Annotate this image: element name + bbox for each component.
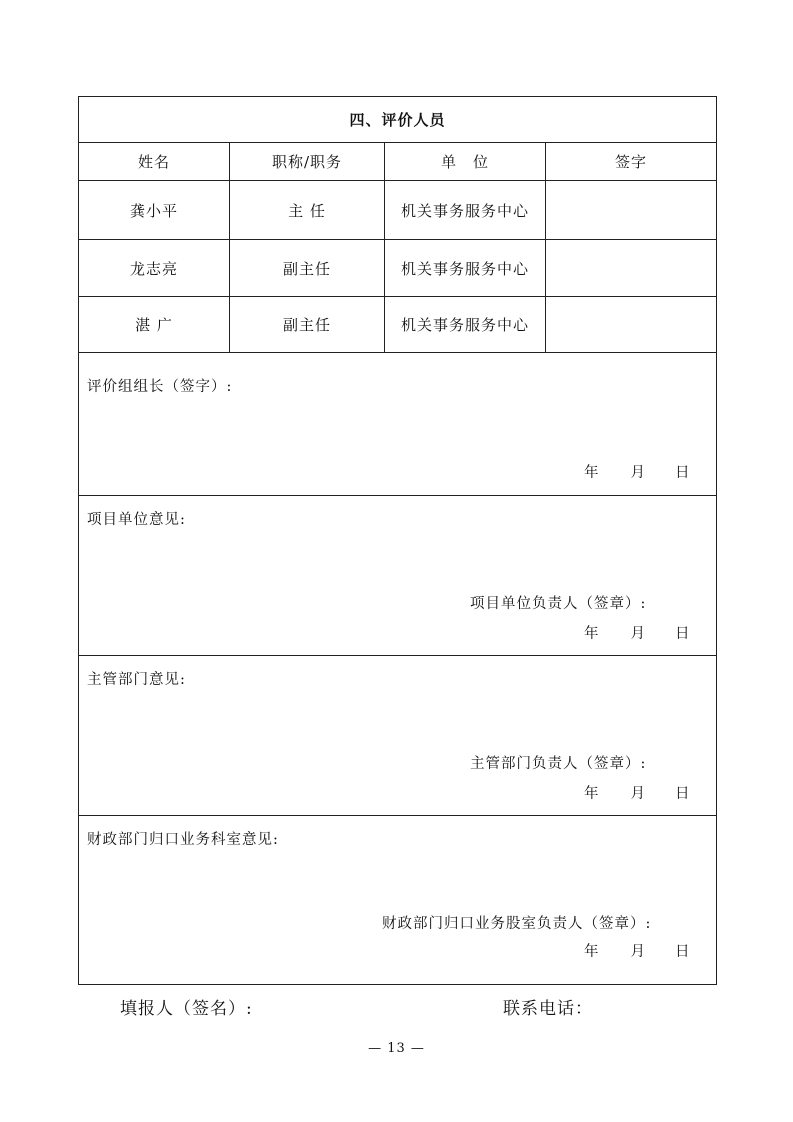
date-day: 日	[675, 626, 690, 642]
competent-dept-section[interactable]	[79, 656, 716, 816]
cell-unit: 机关事务服务中心	[385, 240, 546, 296]
competent-dept-label: 主管部门意见:	[87, 672, 186, 688]
cell-name: 龙志亮	[79, 240, 230, 296]
evaluation-leader-section[interactable]	[79, 353, 716, 496]
cell-title: 副主任	[230, 240, 385, 296]
date-line	[584, 622, 690, 643]
cell-unit: 机关事务服务中心	[385, 181, 546, 239]
project-unit-section[interactable]	[79, 496, 716, 656]
date-day: 日	[675, 944, 690, 960]
table-row	[79, 181, 716, 240]
date-month: 月	[630, 465, 645, 481]
contact-phone-label: 联系电话：	[503, 999, 593, 1019]
evaluation-leader-label: 评价组组长（签字）:	[87, 379, 233, 395]
cell-title: 主 任	[230, 181, 385, 239]
date-line	[584, 940, 690, 961]
cell-title: 副主任	[230, 297, 385, 352]
date-month: 月	[630, 626, 645, 642]
date-line	[584, 782, 690, 803]
cell-unit: 机关事务服务中心	[385, 297, 546, 352]
filler-signature-label: 填报人（签名）:	[120, 999, 253, 1019]
header-title: 职称/职务	[230, 143, 385, 180]
table-row	[79, 240, 716, 297]
cell-signature[interactable]	[546, 181, 716, 239]
date-line	[584, 461, 690, 482]
finance-dept-label: 财政部门归口业务科室意见:	[87, 832, 279, 848]
date-year: 年	[584, 626, 599, 642]
cell-name: 湛 广	[79, 297, 230, 352]
cell-signature[interactable]	[546, 240, 716, 296]
header-signature: 签字	[614, 153, 647, 171]
date-year: 年	[584, 786, 599, 802]
date-day: 日	[675, 786, 690, 802]
evaluation-form	[78, 96, 717, 985]
table-row	[79, 297, 716, 353]
date-month: 月	[630, 944, 645, 960]
header-unit: 单 位	[385, 143, 546, 180]
cell-name: 龚小平	[79, 181, 230, 239]
project-unit-sign: 项目单位负责人（签章）:	[470, 596, 647, 612]
page-number: — 13 —	[368, 1041, 425, 1056]
date-month: 月	[630, 786, 645, 802]
date-year: 年	[584, 944, 599, 960]
project-unit-label: 项目单位意见:	[87, 512, 186, 528]
cell-signature[interactable]	[546, 297, 716, 352]
finance-dept-section[interactable]	[79, 816, 716, 984]
finance-dept-sign: 财政部门归口业务股室负责人（签章）:	[382, 916, 652, 932]
section-title: 四、评价人员	[79, 97, 716, 143]
competent-dept-sign: 主管部门负责人（签章）:	[470, 756, 647, 772]
date-year: 年	[584, 465, 599, 481]
table-header-row	[79, 143, 716, 181]
header-name: 姓名	[79, 143, 230, 180]
date-day: 日	[675, 465, 690, 481]
